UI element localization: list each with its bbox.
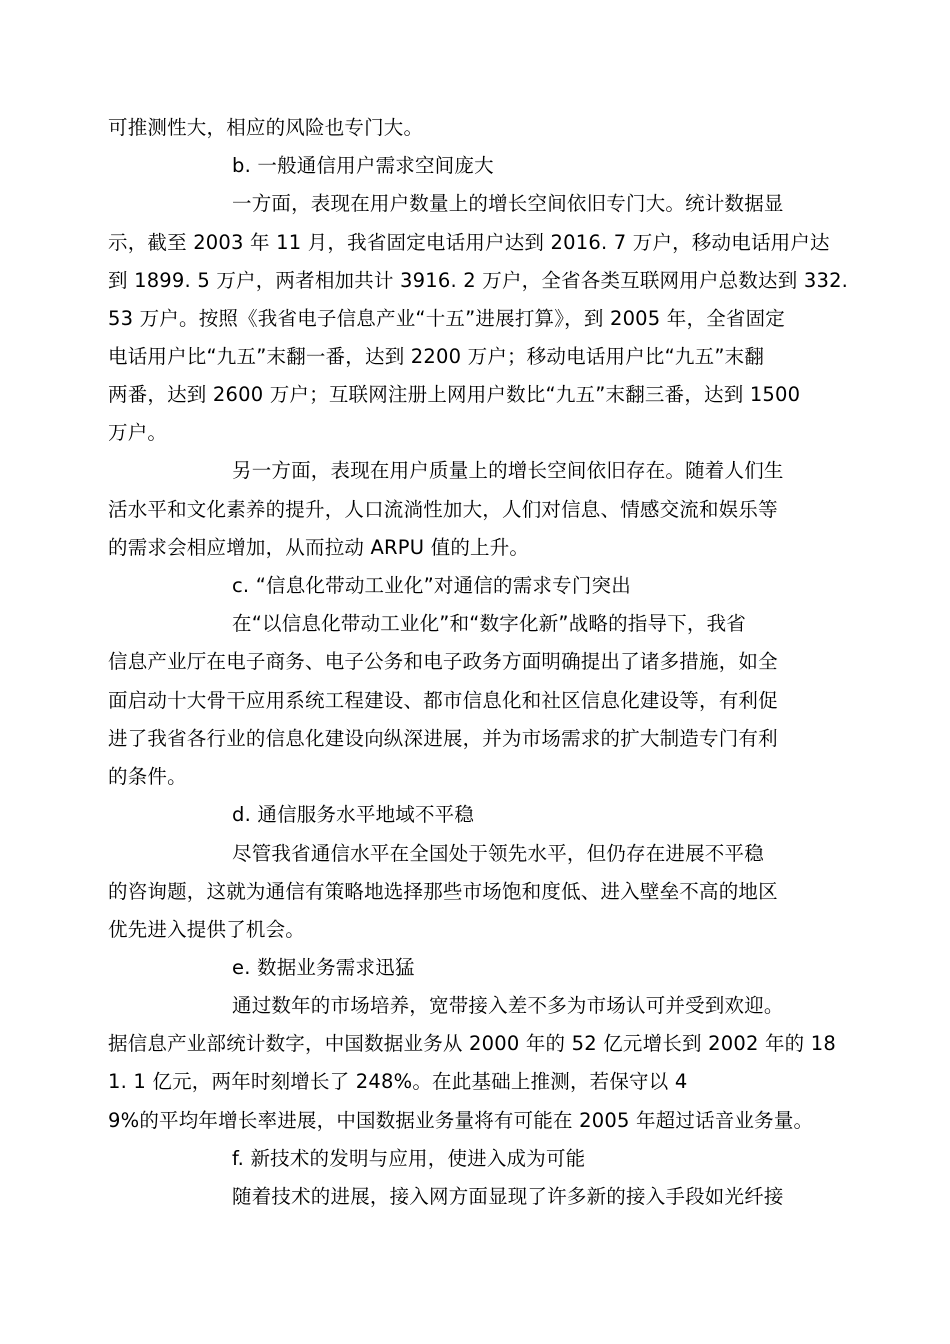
paragraph-line: 进了我省各行业的信息化建设向纵深进展，并为市场需求的扩大制造专门有利 bbox=[108, 727, 778, 750]
paragraph-line: 的咨询题，这就为通信有策略地选择那些市场饱和度低、进入壁垒不高的地区 bbox=[108, 880, 778, 903]
paragraph-line: 两番，达到 2600 万户；互联网注册上网用户数比“九五”末翻三番，达到 1500 bbox=[108, 383, 801, 406]
paragraph-line: 另一方面，表现在用户质量上的增长空间依旧存在。随着人们生 bbox=[232, 459, 784, 482]
section-heading-e: e. 数据业务需求迅猛 bbox=[232, 956, 415, 979]
paragraph-line: 面启动十大骨干应用系统工程建设、都市信息化和社区信息化建设等，有利促 bbox=[108, 689, 778, 712]
paragraph-line: 的条件。 bbox=[108, 765, 187, 788]
paragraph-line: 据信息产业部统计数字，中国数据业务从 2000 年的 52 亿元增长到 2002 年的 18 bbox=[108, 1032, 836, 1055]
section-heading-f: f. 新技术的发明与应用，使进入成为可能 bbox=[232, 1147, 586, 1170]
paragraph-line: 万户。 bbox=[108, 421, 168, 444]
paragraph-line: 信息产业厅在电子商务、电子公务和电子政务方面明确提出了诸多措施，如全 bbox=[108, 650, 778, 673]
paragraph-line: 在“以信息化带动工业化”和“数字化新”战略的指导下，我省 bbox=[232, 612, 747, 635]
section-heading-c: c. “信息化带动工业化”对通信的需求专门突出 bbox=[232, 574, 631, 597]
paragraph-line: 示，截至 2003 年 11 月，我省固定电话用户达到 2016. 7 万户，移动电话用户达 bbox=[108, 231, 830, 254]
paragraph-line: 的需求会相应增加，从而拉动 ARPU 值的上升。 bbox=[108, 536, 530, 559]
paragraph-line: 尽管我省通信水平在全国处于领先水平，但仍存在进展不平稳 bbox=[232, 842, 764, 865]
paragraph-line: 9%的平均年增长率进展，中国数据业务量将有可能在 2005 年超过话音业务量。 bbox=[108, 1109, 814, 1132]
paragraph-line: 到 1899. 5 万户，两者相加共计 3916. 2 万户，全省各类互联网用户总数达到 332. bbox=[108, 269, 849, 292]
paragraph-line: 一方面，表现在用户数量上的增长空间依旧专门大。统计数据显 bbox=[232, 192, 784, 215]
paragraph-line: 优先进入提供了机会。 bbox=[108, 918, 306, 941]
paragraph-line: 活水平和文化素养的提升，人口流淌性加大，人们对信息、情感交流和娱乐等 bbox=[108, 498, 778, 521]
paragraph-line: 通过数年的市场培养，宽带接入差不多为市场认可并受到欢迎。 bbox=[232, 994, 784, 1017]
paragraph-line: 1. 1 亿元，两年时刻增长了 248%。在此基础上推测，若保守以 4 bbox=[108, 1070, 688, 1093]
paragraph-line: 可推测性大，相应的风险也专门大。 bbox=[108, 116, 424, 139]
section-heading-d: d. 通信服务水平地域不平稳 bbox=[232, 803, 475, 826]
paragraph-line: 随着技术的进展，接入网方面显现了许多新的接入手段如光纤接 bbox=[232, 1185, 784, 1208]
paragraph-line: 电话用户比“九五”末翻一番，达到 2200 万户；移动电话用户比“九五”末翻 bbox=[108, 345, 765, 368]
section-heading-b: b. 一般通信用户需求空间庞大 bbox=[232, 154, 494, 177]
paragraph-line: 53 万户。按照《我省电子信息产业“十五”进展打算》，到 2005 年，全省固定 bbox=[108, 307, 785, 330]
